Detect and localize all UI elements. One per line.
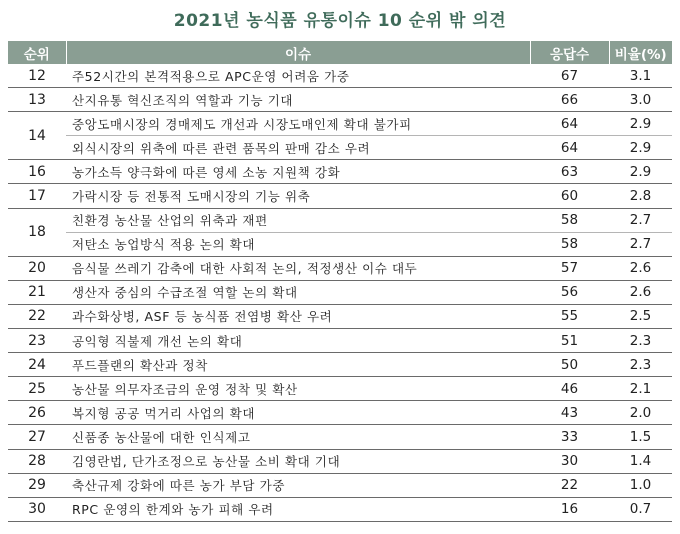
rank-cell: 17 [8, 184, 66, 208]
responses-cell: 58 [530, 232, 609, 256]
issue-cell: 가락시장 등 전통적 도매시장의 기능 위축 [66, 184, 530, 208]
ratio-cell: 2.6 [609, 280, 672, 304]
issue-cell: 공익형 직불제 개선 논의 확대 [66, 329, 530, 353]
responses-cell: 50 [530, 353, 609, 377]
rank-cell: 16 [8, 160, 66, 184]
responses-cell: 43 [530, 401, 609, 425]
rank-cell: 27 [8, 425, 66, 449]
ratio-cell: 2.9 [609, 136, 672, 160]
table-row [8, 377, 672, 401]
table-row [8, 256, 672, 280]
rank-cell: 12 [8, 64, 66, 88]
rank-cell: 14 [8, 112, 66, 160]
rank-cell: 30 [8, 497, 66, 521]
table-row [8, 232, 672, 256]
table-row [8, 88, 672, 112]
table-row [8, 329, 672, 353]
rank-cell: 18 [8, 208, 66, 256]
responses-cell: 46 [530, 377, 609, 401]
ratio-cell: 2.5 [609, 304, 672, 328]
table-row [8, 449, 672, 473]
ratio-cell: 0.7 [609, 497, 672, 521]
responses-cell: 60 [530, 184, 609, 208]
table-row [8, 497, 672, 521]
table-row [8, 401, 672, 425]
header-ratio: 비율(%) [609, 41, 672, 64]
ratio-cell: 2.8 [609, 184, 672, 208]
ratio-cell: 2.1 [609, 377, 672, 401]
ratio-cell: 2.9 [609, 112, 672, 136]
issue-cell: 과수화상병, ASF 등 농식품 전염병 확산 우려 [66, 304, 530, 328]
issue-cell: 신품종 농산물에 대한 인식제고 [66, 425, 530, 449]
rank-cell: 21 [8, 280, 66, 304]
responses-cell: 55 [530, 304, 609, 328]
issue-cell: 김영란법, 단가조정으로 농산물 소비 확대 기대 [66, 449, 530, 473]
table-row [8, 112, 672, 136]
ratio-cell: 2.3 [609, 329, 672, 353]
rank-cell: 24 [8, 353, 66, 377]
ratio-cell: 1.5 [609, 425, 672, 449]
ratio-cell: 2.0 [609, 401, 672, 425]
header-issue: 이슈 [66, 41, 530, 64]
rank-cell: 29 [8, 473, 66, 497]
table-row [8, 280, 672, 304]
rank-cell: 26 [8, 401, 66, 425]
table-row [8, 136, 672, 160]
issue-cell: 생산자 중심의 수급조절 역할 논의 확대 [66, 280, 530, 304]
rank-cell: 28 [8, 449, 66, 473]
table-body [8, 64, 672, 521]
issue-cell: 외식시장의 위축에 따른 관련 품목의 판매 감소 우려 [66, 136, 530, 160]
responses-cell: 66 [530, 88, 609, 112]
responses-cell: 57 [530, 256, 609, 280]
rank-cell: 20 [8, 256, 66, 280]
issue-cell: 푸드플랜의 확산과 정착 [66, 353, 530, 377]
issue-cell: 축산규제 강화에 따른 농가 부담 가중 [66, 473, 530, 497]
ratio-cell: 3.0 [609, 88, 672, 112]
table-row [8, 208, 672, 232]
issue-cell: 친환경 농산물 산업의 위축과 재편 [66, 208, 530, 232]
issue-cell: 주52시간의 본격적용으로 APC운영 어려움 가중 [66, 64, 530, 88]
issue-cell: 저탄소 농업방식 적용 논의 확대 [66, 232, 530, 256]
ratio-cell: 1.0 [609, 473, 672, 497]
ratio-cell: 3.1 [609, 64, 672, 88]
ratio-cell: 2.7 [609, 232, 672, 256]
rank-cell: 13 [8, 88, 66, 112]
table-row [8, 353, 672, 377]
table-row [8, 304, 672, 328]
responses-cell: 22 [530, 473, 609, 497]
responses-cell: 56 [530, 280, 609, 304]
issue-cell: 음식물 쓰레기 감축에 대한 사회적 논의, 적정생산 이슈 대두 [66, 256, 530, 280]
issue-cell: 농산물 의무자조금의 운영 정착 및 확산 [66, 377, 530, 401]
ratio-cell: 2.6 [609, 256, 672, 280]
issue-cell: 복지형 공공 먹거리 사업의 확대 [66, 401, 530, 425]
rank-cell: 25 [8, 377, 66, 401]
responses-cell: 64 [530, 136, 609, 160]
page-title: 2021년 농식품 유통이슈 10 순위 밖 의견 [173, 11, 507, 31]
responses-cell: 63 [530, 160, 609, 184]
table-row [8, 425, 672, 449]
issue-table [8, 41, 672, 522]
ratio-cell: 2.3 [609, 353, 672, 377]
ratio-cell: 1.4 [609, 449, 672, 473]
header-responses: 응답수 [530, 41, 609, 64]
issue-cell: 산지유통 혁신조직의 역할과 기능 기대 [66, 88, 530, 112]
ratio-cell: 2.9 [609, 160, 672, 184]
table-row [8, 160, 672, 184]
responses-cell: 30 [530, 449, 609, 473]
responses-cell: 67 [530, 64, 609, 88]
responses-cell: 58 [530, 208, 609, 232]
header-rank: 순위 [8, 41, 66, 64]
responses-cell: 64 [530, 112, 609, 136]
issue-cell: RPC 운영의 한계와 농가 피해 우려 [66, 497, 530, 521]
rank-cell: 23 [8, 329, 66, 353]
table-row [8, 64, 672, 88]
responses-cell: 33 [530, 425, 609, 449]
responses-cell: 16 [530, 497, 609, 521]
rank-cell: 22 [8, 304, 66, 328]
ratio-cell: 2.7 [609, 208, 672, 232]
table-row [8, 473, 672, 497]
responses-cell: 51 [530, 329, 609, 353]
issue-cell: 중앙도매시장의 경매제도 개선과 시장도매인제 확대 불가피 [66, 112, 530, 136]
table-row [8, 184, 672, 208]
table-header-row [8, 41, 672, 64]
issue-cell: 농가소득 양극화에 따른 영세 소농 지원책 강화 [66, 160, 530, 184]
